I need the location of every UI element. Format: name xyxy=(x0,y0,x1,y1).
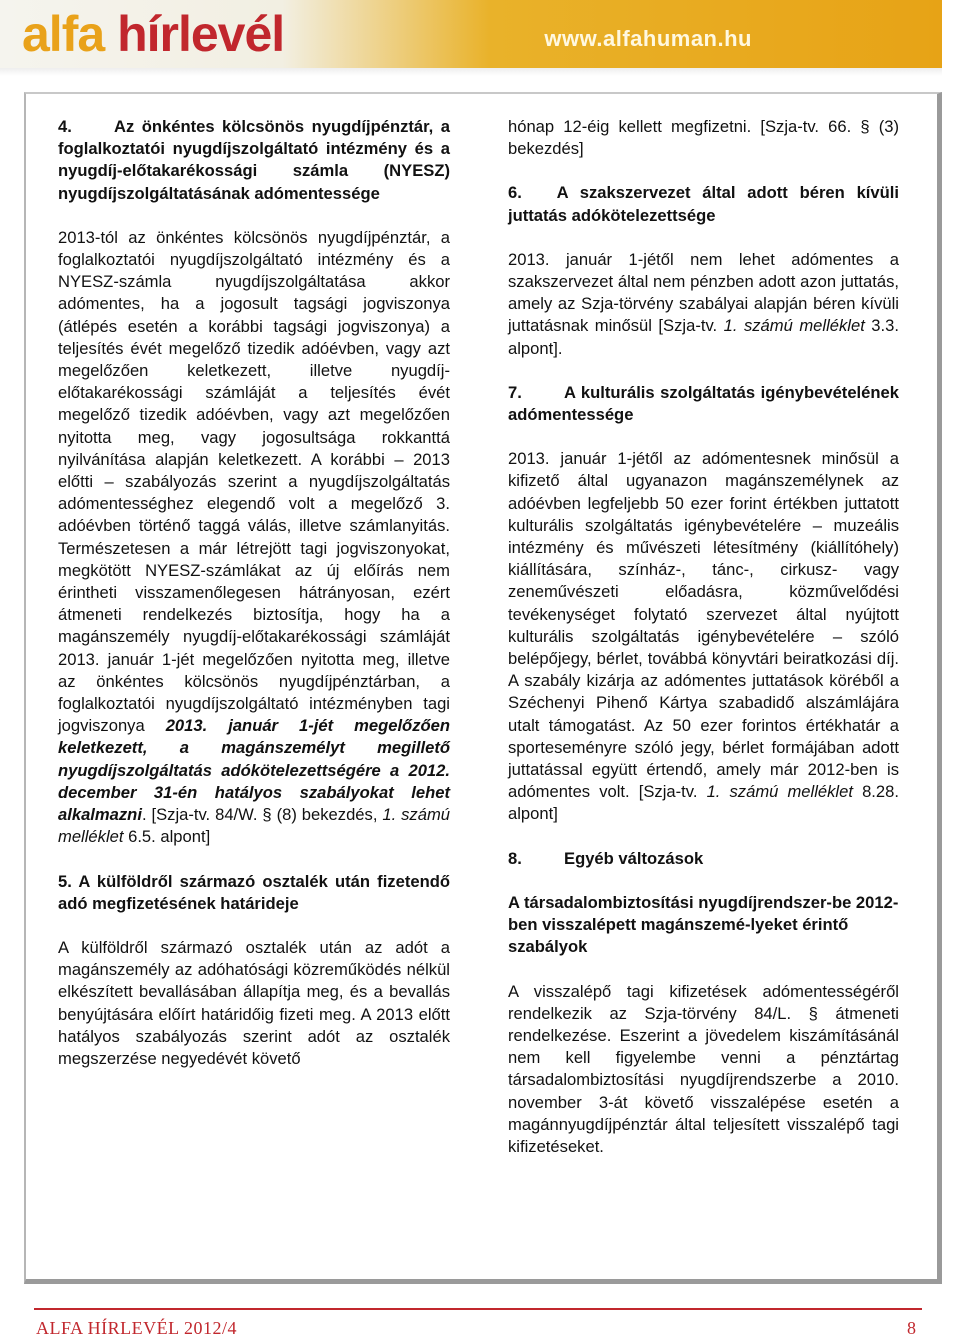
header-banner xyxy=(0,0,942,68)
right-column xyxy=(508,116,899,1180)
logo-hirlevel-text: hírlevél xyxy=(117,6,285,62)
section-4-bold-italic: 2013. január 1-jét megelőzően keletkezett, a magánszemélyt megillető nyugdíjszolgáltatás adókötelezettségére a 2012. december 31-én hatályos szabályokat lehet alkalmazni xyxy=(58,716,450,825)
footer-rule xyxy=(34,1308,922,1310)
section-4-text-c: . [Szja-tv. 84/W. § (8) bekezdés, xyxy=(141,805,383,825)
section-6-body xyxy=(508,249,899,360)
section-5-heading xyxy=(58,871,450,915)
section-4-italic: 1. számú melléklet xyxy=(58,805,450,847)
section-6-italic: 1. számú melléklet xyxy=(723,316,865,336)
section-8-body: A visszalépő tagi kifizetések adómentességéről rendelkezik az Szja-törvény 84/L. § átmeneti rendelkezése. Eszerint a jövedelem kiszámításánál nem kell figyelembe venni a pénztártag társadalombiztosítási nyugdíjrendszerbe a 2010. november 3-át követő visszalépése esetén a magánnyugdíjpénztár által teljesített visszalépő tagi kifizetéseket. xyxy=(508,981,899,1156)
section-5-number: 5. xyxy=(58,871,72,891)
alfa-hirlevel-logo xyxy=(22,4,284,64)
section-6-text-b: 3.3. alpont]. xyxy=(508,316,899,358)
section-6-title: A szakszervezet által adott béren kívüli juttatás adókötelezettsége xyxy=(508,183,899,225)
footer-publication-title: ALFA HÍRLEVÉL 2012/4 xyxy=(36,1318,237,1338)
section-7-italic: 1. számú melléklet xyxy=(706,782,853,802)
section-7-number: 7. xyxy=(508,382,522,402)
section-8-title: Egyéb változások xyxy=(564,848,704,868)
section-4-body xyxy=(58,227,450,849)
logo-alfa-text: alfa xyxy=(22,6,118,62)
website-url-link[interactable]: www.alfahuman.hu xyxy=(544,26,752,51)
section-4-title: Az önkéntes kölcsönös nyugdíjpénztár, a foglalkoztatói nyugdíjszolgáltató intézmény és a nyugdíj-előtakarékossági számla (NYESZ) nyugdíjszolgáltatásának adómentessége xyxy=(58,117,450,203)
section-6-number: 6. xyxy=(508,183,522,203)
section-7-title: A kulturális szolgáltatás igénybevételének adómentessége xyxy=(508,382,899,425)
section-5-body: A külföldről származó osztalék után az adót a magánszemély az adóhatósági közreműködés nélkül elkészített bevallásában állapítja meg, és a bevallás benyújtására előírt határidőig fizeti meg. A 2013 előtt hatályos szabályozás szerint adót az osztalék megszerzése negyedévét követő xyxy=(58,937,450,1068)
section-6-heading xyxy=(508,182,899,226)
section-5-title: A külföldről származó osztalék után fizetendő adó megfizetésének határideje xyxy=(58,871,450,913)
section-8-number: 8. xyxy=(508,848,522,868)
section-6-text-a: 2013. január 1-jétől nem lehet adómentes a szakszervezet által nem pénzben adott azon juttatás, amely az Szja-törvény szabályai alapján béren kívüli juttatásnak minősül [Szja-tv. xyxy=(508,249,899,336)
section-4-heading xyxy=(58,116,450,205)
section-7-body xyxy=(508,448,899,825)
section-7-text-b: 8.28. alpont] xyxy=(508,782,899,824)
section-4-number: 4. xyxy=(58,117,72,136)
footer-page-number: 8 xyxy=(907,1318,916,1338)
left-column xyxy=(58,116,450,1092)
section-8-heading xyxy=(508,848,899,870)
banner-shadow xyxy=(0,68,942,76)
section-7-text-a: 2013. január 1-jétől az adómentesnek minősül a kifizető által ugyanazon magánszemélynek az adóévben legfeljebb 50 ezer forint értékben juttatott kulturális szolgáltatás igénybevételére – muzeális intézmény és művészeti létesítmény (kiállítóhely) kiállítására, színház-, tánc-, cirkusz- vagy zeneművészeti előadásra, közművelődési tevékenységet folytató szervezet által nyújtott kulturális szolgáltatás igénybevételére – szóló belépőjegy, bérlet, továbbá könyvtári beiratkozási díj. A szabály kizárja az adómentes juttatások köréből a Széchenyi Pihenő Kártya szabadidő alszámlájára utalt támogatást. Az 50 ezer forintos értékhatár a sporteseményre szóló jegy, bérlet formájában adott juttatással együtt értendő, amely már 2012-ben is adómentes volt. [Szja-tv. xyxy=(508,449,899,802)
section-4-text-d: 6.5. alpont] xyxy=(123,827,211,847)
section-5-continuation: hónap 12-éig kellett megfizetni. [Szja-tv. 66. § (3) bekezdés] xyxy=(508,117,899,159)
section-8-subheading: A társadalombiztosítási nyugdíjrendszer-be 2012-ben visszalépett magánszemé-lyeket érintő szabályok xyxy=(508,892,899,957)
section-4-text-a: 2013-tól az önkéntes kölcsönös nyugdíjpénztár, a foglalkoztatói nyugdíjszolgáltató intézmény és a NYESZ-számla nyugdíjszolgáltatása akkor adómentes, ha a jogosult tagsági jogviszonya (átlépés esetén a korábbi tagsági jogviszonya) a teljesítés évét megelőző tizedik adóévben, vagy azt megelőzően keletkezett, illetve nyugdíj-előtakarékossági számláját a teljesítés évét megelőző tizedik adóévben, vagy azt megelőzően nyitotta meg, vagy jogosultsága rokkanttá nyilvánítása alapján keletkezett. A korábbi – 2013 előtti – szabályozás szerint a nyugdíjszolgáltatás adómentességhez elegendő volt a megelőző 3. adóévben történő taggá válás, illetve számlanyitás. Természetesen a már létrejött tagi jogviszonyokat, megkötött NYESZ-számlákat az új előírás nem érintheti visszamenőlegesen hátrányosan, ezért átmeneti rendelkezés biztosítja, hogy ha a magánszemély nyugdíj-előtakarékossági számláját 2013. január 1-jét megelőzően nyitotta meg, illetve az önkéntes kölcsönös nyugdíjpénztárban, a foglalkoztatói nyugdíjszolgáltató intézményben tagi jogviszonya xyxy=(58,227,450,736)
section-7-heading xyxy=(508,382,899,426)
